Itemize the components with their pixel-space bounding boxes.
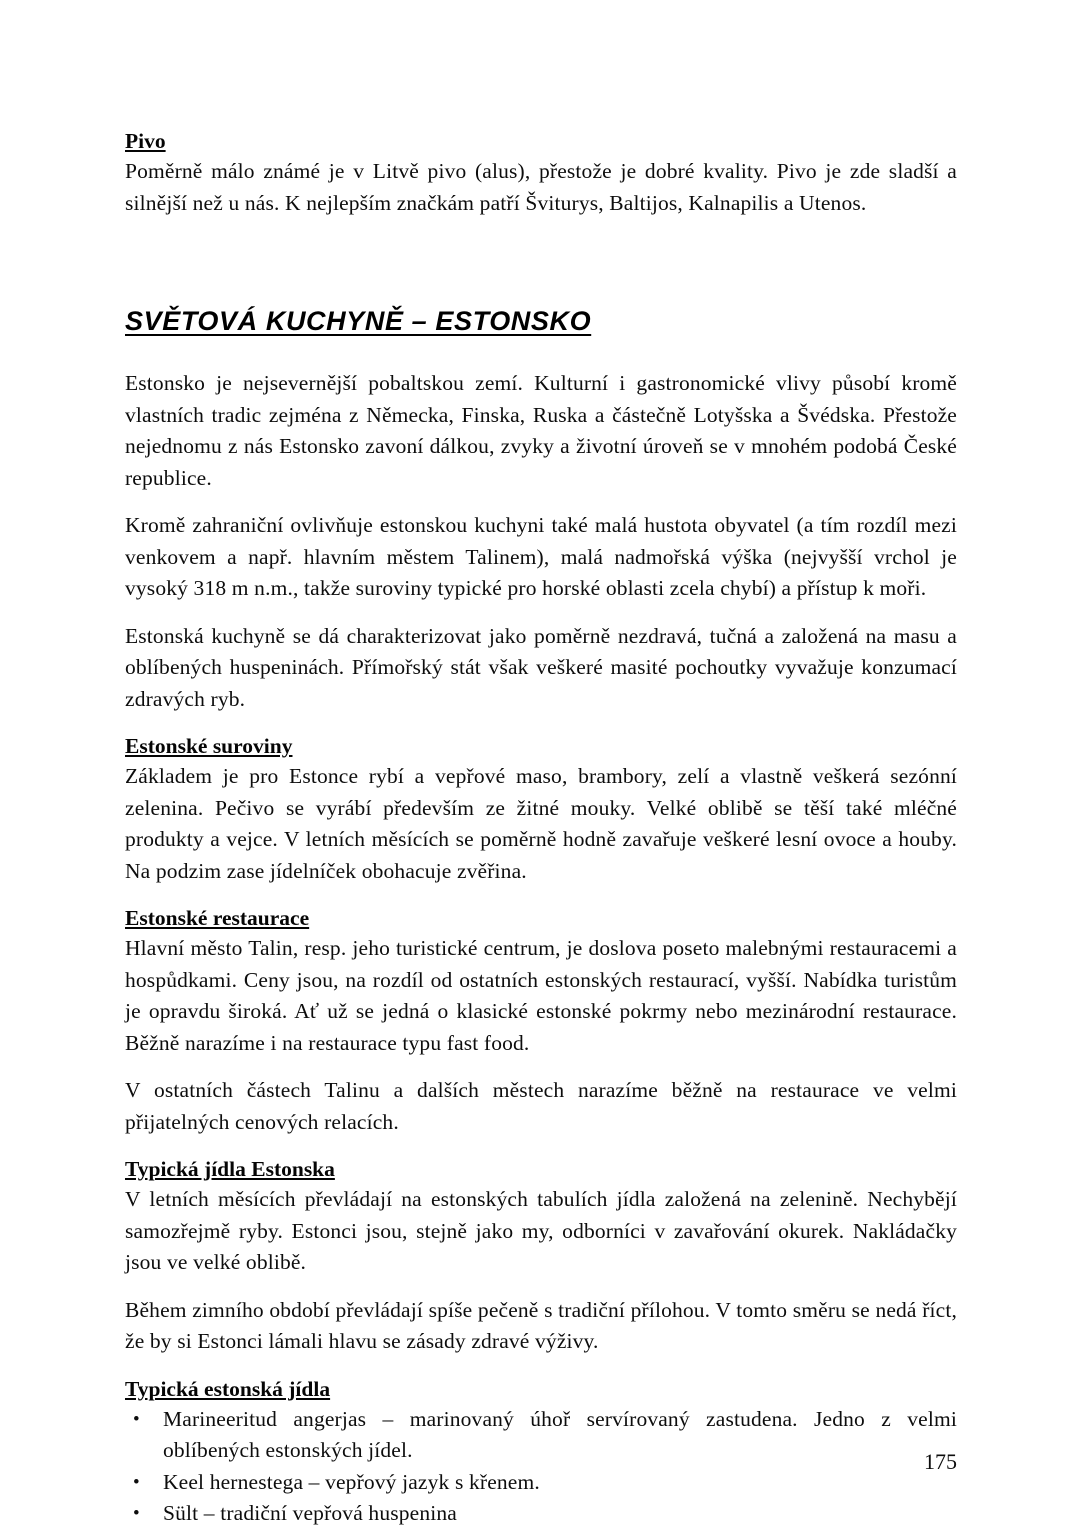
spacer-before-typicka-estonska-jidla [125,1358,957,1374]
dish-list [125,1404,957,1527]
paragraph-typicka-jidla-2: Během zimního období převládají spíše pečeně s tradiční přílohou. V tomto směru se nedá říct, že by si Estonci lámali hlavu se zásady zdravé výživy. [125,1297,957,1353]
spacer-before-typicka-jidla [125,1138,957,1154]
paragraph-suroviny: Základem je pro Estonce rybí a vepřové maso, brambory, zelí a vlastně veškerá sezónní zelenina. Pečivo se vyrábí především ze žitné mouky. Velké oblibě se těší také mléčné produkty a vejce. V letních měsících se poměrně hodně zavařuje veškeré lesní ovoce a houby. Na podzim zase jídelníček obohacuje zvěřina. [125,764,957,883]
spacer-before-restaurace [125,887,957,903]
section-heading-typicka-jidla-estonska [125,1154,957,1184]
list-item [125,1404,957,1467]
list-item-text: Sült – tradiční vepřová huspenina [163,1501,457,1525]
section-heading-pivo-text: Pivo [125,129,166,153]
main-heading-text: SVĚTOVÁ KUCHYNĚ – ESTONSKO [125,306,592,336]
paragraph-intro-2: Kromě zahraniční ovlivňuje estonskou kuchyni také malá hustota obyvatel (a tím rozdíl mezi venkovem a např. hlavním městem Talinem), malá nadmořská výška (nejvyšší vrchol je vysoký 318 m n.m., takže suroviny typické pro horské oblasti zcela chybí) a přístup k moři. [125,513,957,600]
section-heading-pivo [125,126,957,156]
list-item [125,1467,957,1499]
list-item-text: Marineeritud angerjas – marinovaný úhoř servírovaný zastudena. Jedno z velmi oblíbených estonských jídel. [163,1406,957,1462]
section-heading-typicka-jidla-estonska-text: Typická jídla Estonska [125,1157,335,1181]
spacer-typicka-jidla-1 [125,1279,957,1295]
paragraph-restaurace-2: V ostatních částech Talinu a dalších městech narazíme běžně na restaurace ve velmi přijatelných cenových relacích. [125,1078,957,1134]
paragraph-restaurace-1: Hlavní město Talin, resp. jeho turistické centrum, je doslova poseto malebnými restauracemi a hospůdkami. Ceny jsou, na rozdíl od ostatních estonských restaurací, vyšší. Nabídka turistům je opravdu široká. Ať už se jedná o klasické estonské pokrmy nebo mezinárodní restaurace. Běžně narazíme i na restaurace typu fast food. [125,936,957,1055]
paragraph-intro-1: Estonsko je nejsevernější pobaltskou zemí. Kulturní i gastronomické vlivy působí kromě vlastních tradic zejména z Německa, Finska, Ruska a částečně Lotyšska a Švédska. Přestože nejednomu z nás Estonsko zavoní dálkou, zvyky a životní úroveň se v mnohém podobá České republice. [125,371,957,490]
spacer-after-main-heading [125,338,957,368]
spacer-before-main-heading [125,219,957,304]
page-content [125,126,957,1527]
paragraph-typicka-jidla-1: V letních měsících převládají na estonských tabulích jídla založená na zelenině. Nechybějí samozřejmě ryby. Estonci jsou, stejně jako my, odborníci v zavařování okurek. Nakládačky jsou ve velké oblibě. [125,1187,957,1274]
section-heading-typicka-estonska-jidla [125,1374,957,1404]
paragraph-intro-3: Estonská kuchyně se dá charakterizovat jako poměrně nezdravá, tučná a založená na masu a oblíbených huspeninách. Přímořský stát však veškeré masité pochoutky vyvažuje konzumací zdravých ryb. [125,623,957,711]
spacer-intro-1 [125,494,957,510]
spacer-before-suroviny [125,715,957,731]
bullet-icon: • [133,1471,140,1493]
section-heading-typicka-estonska-jidla-text: Typická estonská jídla [125,1376,331,1401]
paragraph-pivo: Poměrně málo známé je v Litvě pivo (alus), přestože je dobré kvality. Pivo je zde sladší a silnější než u nás. K nejlepším značkám patří Šviturys, Baltijos, Kalnapilis a Utenos. [125,159,957,215]
spacer-restaurace-1 [125,1059,957,1075]
page-number: 175 [924,1449,957,1474]
main-heading [125,304,957,338]
bullet-icon: • [133,1408,140,1430]
spacer-intro-2 [125,605,957,621]
bullet-icon: • [133,1503,140,1524]
section-heading-suroviny [125,731,957,761]
list-item [125,1498,957,1527]
section-heading-restaurace [125,903,957,933]
section-heading-restaurace-text: Estonské restaurace [125,906,310,930]
list-item-text: Keel hernestega – vepřový jazyk s křenem. [163,1469,540,1494]
section-heading-suroviny-text: Estonské suroviny [125,734,293,758]
